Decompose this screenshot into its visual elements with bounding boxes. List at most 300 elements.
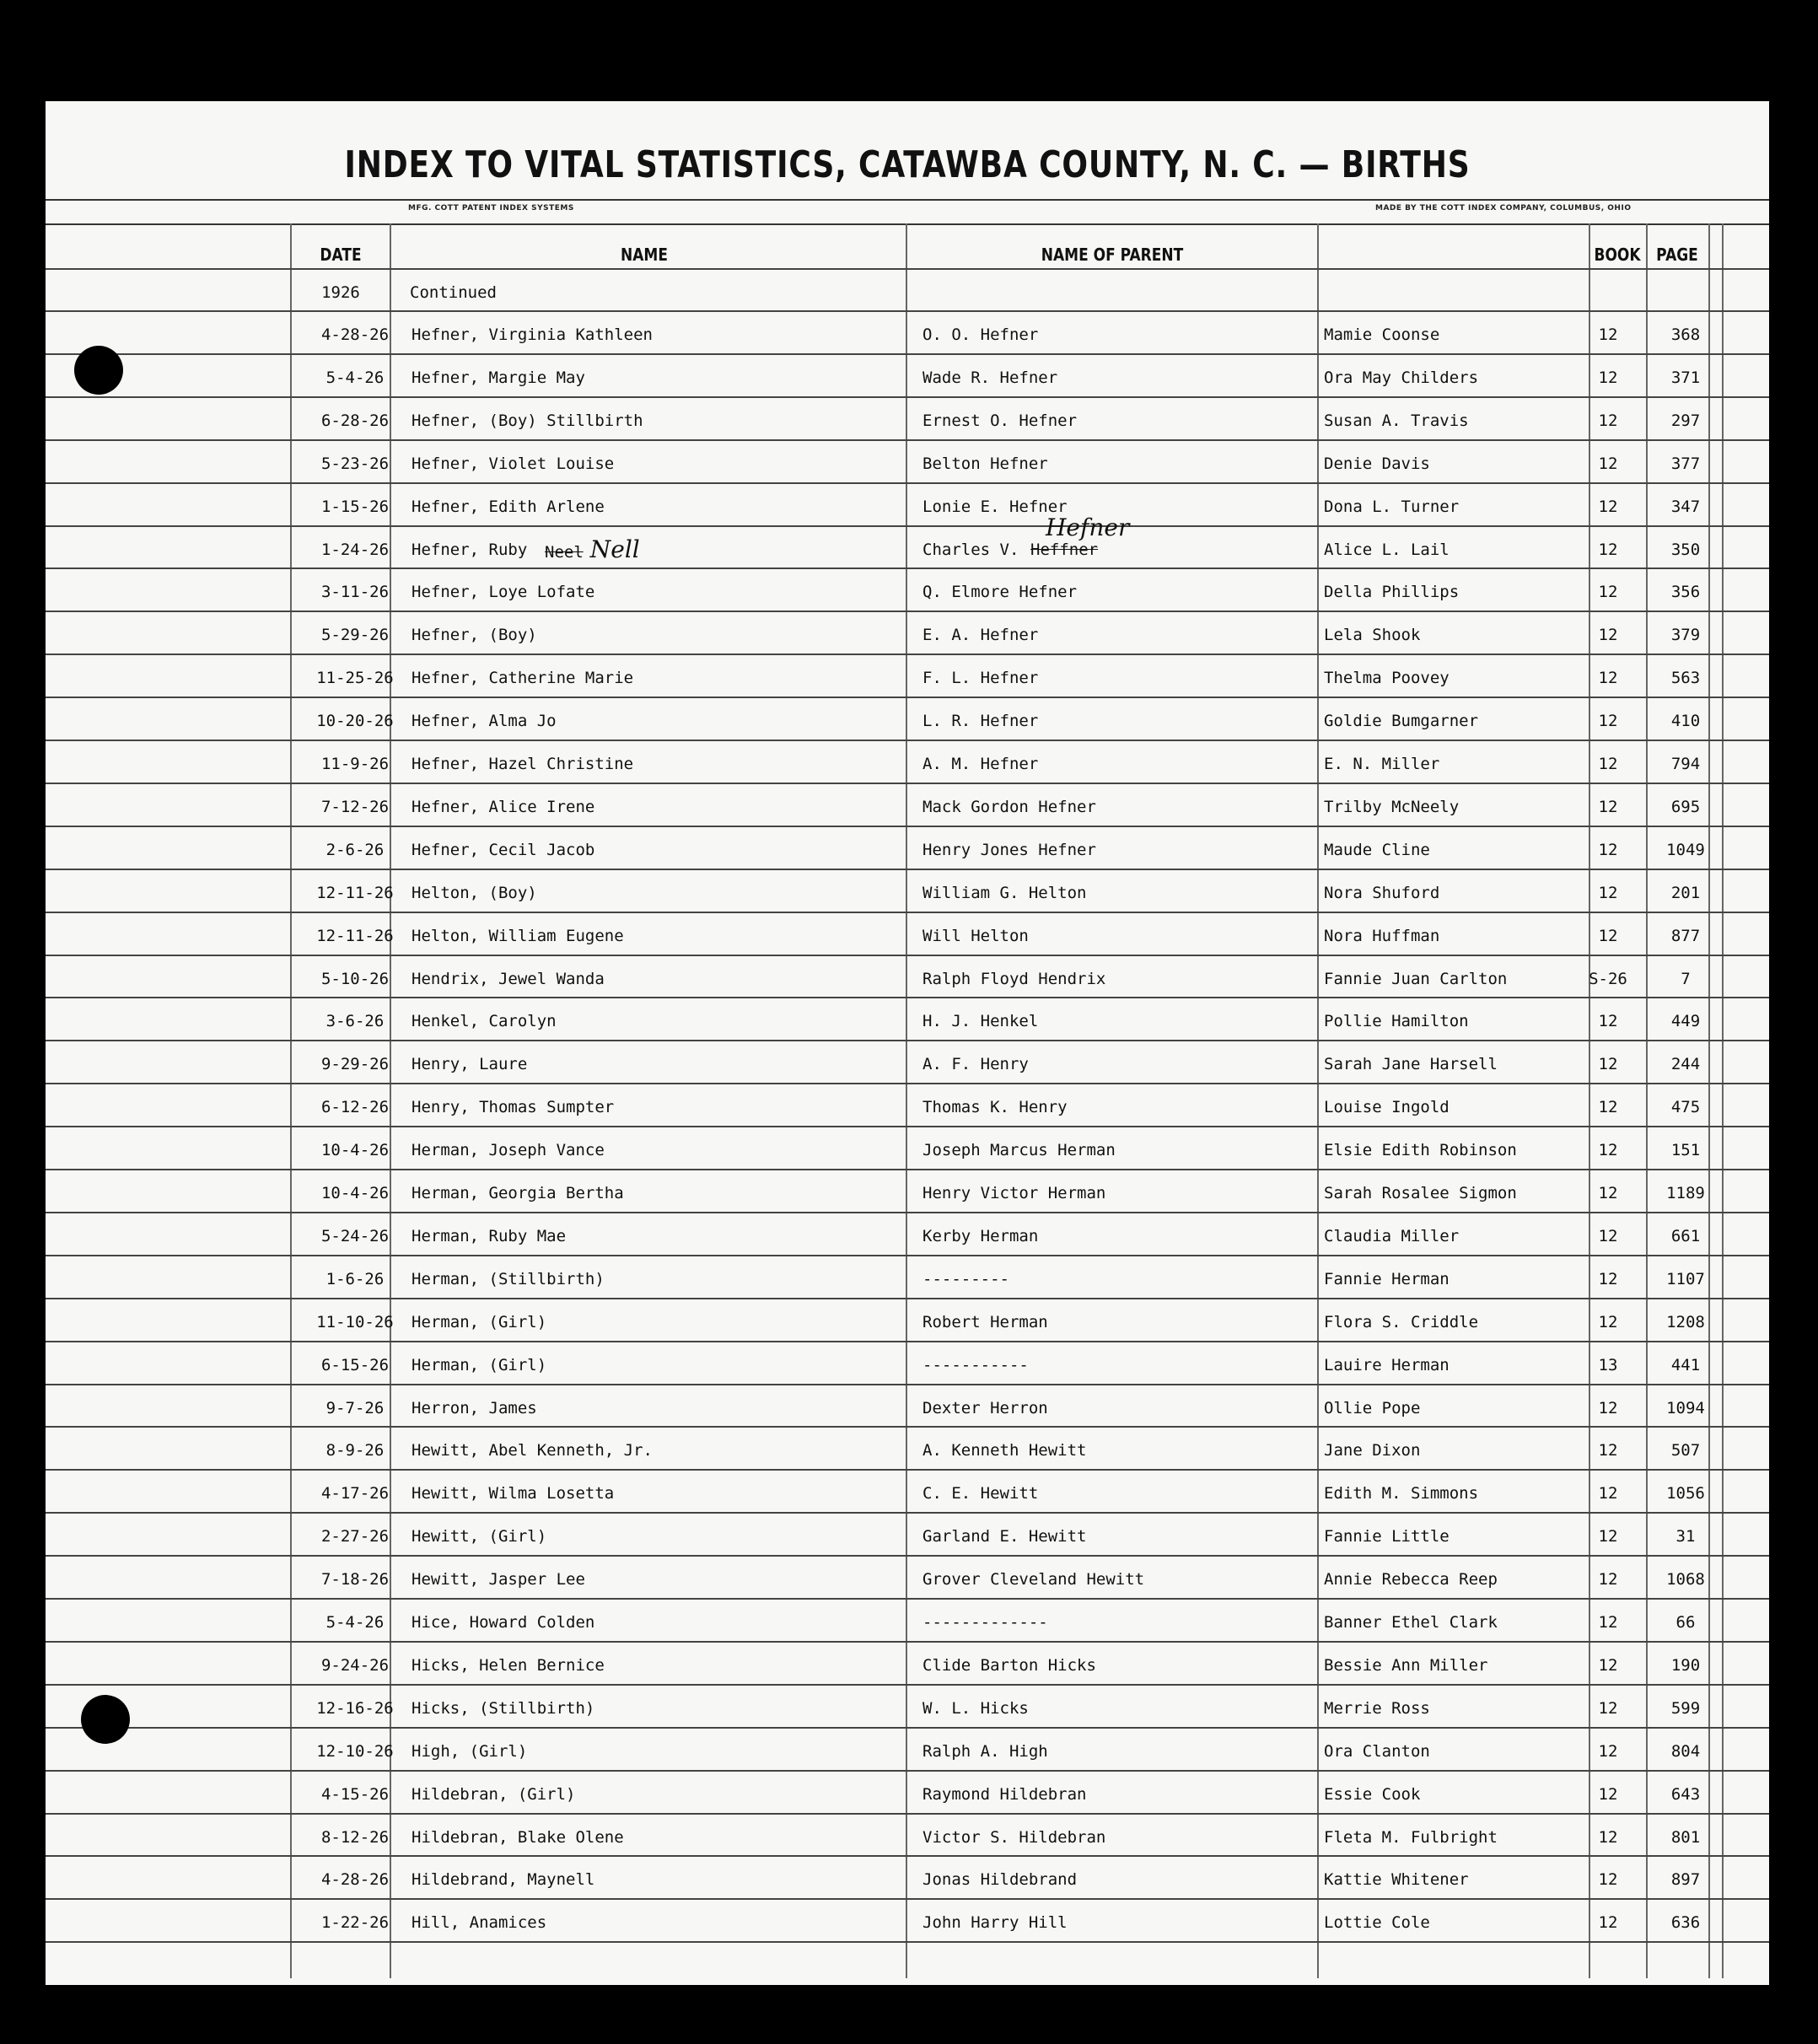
row-date: 10-4-26 — [320, 1184, 390, 1202]
row-rule — [46, 1684, 1769, 1686]
table-row — [46, 1344, 1769, 1386]
row-rule — [46, 1727, 1769, 1729]
row-book: 12 — [1598, 1484, 1618, 1503]
row-date: 5-10-26 — [320, 969, 390, 988]
row-book: 13 — [1598, 1355, 1618, 1374]
row-date: 7-18-26 — [320, 1570, 390, 1589]
row-mother-name: Goldie Bumgarner — [1324, 712, 1479, 731]
row-child-name: Herman, (Stillbirth) — [411, 1269, 605, 1288]
row-date: 11-10-26 — [316, 1312, 394, 1331]
header-page: PAGE — [1656, 245, 1698, 265]
struck-name: Neel — [545, 542, 584, 562]
row-page: 1068 — [1666, 1570, 1705, 1589]
table-row — [46, 1387, 1769, 1429]
row-rule — [46, 1298, 1769, 1299]
row-father-name: Jonas Hildebrand — [922, 1870, 1078, 1890]
table-row — [46, 657, 1769, 699]
row-page: 563 — [1670, 669, 1701, 688]
row-page: 201 — [1670, 883, 1701, 902]
table-row — [46, 1301, 1769, 1343]
row-father-name: C. E. Hewitt — [922, 1484, 1039, 1503]
row-child-name: Hefner, Alice Irene — [411, 797, 595, 816]
row-book: 12 — [1598, 626, 1618, 645]
row-date: 5-4-26 — [325, 368, 385, 387]
row-date: 9-7-26 — [325, 1398, 385, 1417]
row-rule — [46, 1855, 1769, 1857]
row-father-name: Raymond Hildebran — [922, 1784, 1087, 1804]
row-date: 6-15-26 — [320, 1355, 390, 1374]
row-father-name: John Harry Hill — [922, 1913, 1068, 1933]
row-book: 12 — [1598, 454, 1618, 473]
row-child-name: Hefner, Alma Jo — [411, 712, 557, 731]
row-date: 10-4-26 — [320, 1141, 390, 1160]
table-row — [46, 314, 1769, 356]
row-father-name: Henry Jones Hefner — [922, 840, 1096, 859]
row-child-name: Hefner, Virginia Kathleen — [411, 325, 653, 344]
row-father-name: Dexter Herron — [922, 1398, 1048, 1417]
row-date: 8-12-26 — [320, 1827, 390, 1847]
row-date: 1-24-26 — [320, 540, 390, 559]
row-rule — [46, 783, 1769, 784]
row-mother-name: Sarah Rosalee Sigmon — [1324, 1184, 1517, 1202]
row-rule — [46, 439, 1769, 441]
row-book: 12 — [1598, 1570, 1618, 1589]
row-date: 3-11-26 — [320, 583, 390, 602]
handwritten-correction: Nell — [589, 535, 640, 563]
row-book: 12 — [1598, 1741, 1618, 1761]
table-row — [46, 1730, 1769, 1772]
row-date: 10-20-26 — [316, 712, 394, 731]
table-row — [46, 1601, 1769, 1643]
row-rule — [46, 1384, 1769, 1385]
name-correction — [535, 535, 640, 563]
row-child-name: Hicks, Helen Bernice — [411, 1655, 605, 1675]
row-mother-name: Denie Davis — [1324, 454, 1430, 473]
row-date: 9-24-26 — [320, 1655, 390, 1675]
header-rule — [46, 223, 1769, 225]
row-mother-name: Nora Huffman — [1324, 926, 1440, 945]
row-book: 12 — [1598, 497, 1618, 516]
row-father-name: Kerby Herman — [922, 1226, 1039, 1245]
row-date: 1-15-26 — [320, 497, 390, 516]
row-book: 12 — [1598, 712, 1618, 731]
row-father-name: Robert Herman — [922, 1312, 1048, 1331]
row-rule — [46, 1598, 1769, 1600]
row-rule — [46, 955, 1769, 956]
row-mother-name: Fleta M. Fulbright — [1324, 1827, 1498, 1847]
row-mother-name: Edith M. Simmons — [1324, 1484, 1479, 1503]
row-child-name: Hefner, Ruby — [411, 540, 528, 559]
row-book: 12 — [1598, 1441, 1618, 1460]
row-mother-name: Trilby McNeely — [1324, 797, 1460, 816]
row-rule — [46, 697, 1769, 698]
row-book: 12 — [1598, 1698, 1618, 1718]
row-book: 12 — [1598, 1098, 1618, 1117]
row-book: 12 — [1598, 669, 1618, 688]
table-row — [46, 743, 1769, 785]
section-year: 1926 — [321, 283, 360, 302]
row-date: 1-6-26 — [325, 1269, 385, 1288]
row-father-name: Henry Victor Herman — [922, 1184, 1106, 1202]
row-book: 12 — [1598, 1613, 1618, 1632]
row-mother-name: Elsie Edith Robinson — [1324, 1141, 1517, 1160]
row-page: 31 — [1675, 1527, 1696, 1546]
row-child-name: Hice, Howard Colden — [411, 1613, 595, 1632]
row-book: 12 — [1598, 1226, 1618, 1245]
row-father-name: W. L. Hicks — [922, 1698, 1029, 1718]
row-mother-name: Fannie Little — [1324, 1527, 1450, 1546]
row-page: 410 — [1670, 712, 1701, 731]
row-mother-name: Maude Cline — [1324, 840, 1430, 859]
table-row — [46, 1901, 1769, 1944]
header-name: NAME — [621, 245, 668, 265]
header-date: DATE — [320, 245, 362, 265]
row-page: 1208 — [1666, 1312, 1705, 1331]
imprint-right: MADE BY THE COTT INDEX COMPANY, COLUMBUS, OHIO — [1375, 204, 1632, 212]
table-row — [46, 1429, 1769, 1471]
row-father-name: Joseph Marcus Herman — [922, 1141, 1116, 1160]
row-child-name: Hefner, (Boy) — [411, 626, 537, 645]
top-rule — [46, 199, 1769, 201]
row-mother-name: E. N. Miller — [1324, 755, 1440, 773]
header-parent: NAME OF PARENT — [1041, 245, 1184, 265]
table-row — [46, 915, 1769, 957]
row-page: 347 — [1670, 497, 1701, 516]
row-page: 897 — [1670, 1870, 1701, 1890]
row-child-name: Hewitt, Wilma Losetta — [411, 1484, 615, 1503]
row-page: 636 — [1670, 1913, 1701, 1933]
table-row — [46, 786, 1769, 828]
row-child-name: Hefner, Loye Lofate — [411, 583, 595, 602]
row-book: 12 — [1598, 1870, 1618, 1890]
row-book: 12 — [1598, 1312, 1618, 1331]
row-page: 356 — [1670, 583, 1701, 602]
table-row — [46, 1515, 1769, 1557]
table-row — [46, 1086, 1769, 1128]
row-father-name: Wade R. Hefner — [922, 368, 1058, 387]
row-child-name: Helton, (Boy) — [411, 883, 537, 902]
row-father-name: Ernest O. Hefner — [922, 411, 1078, 430]
row-page: 350 — [1670, 540, 1701, 559]
row-mother-name: Lottie Cole — [1324, 1913, 1430, 1933]
row-page: 377 — [1670, 454, 1701, 473]
row-child-name: Helton, William Eugene — [411, 926, 624, 945]
row-date: 6-28-26 — [320, 411, 390, 430]
row-father-name: ----------- — [922, 1355, 1029, 1374]
row-rule — [46, 1083, 1769, 1084]
row-rule — [46, 310, 1769, 312]
row-page: 244 — [1670, 1055, 1701, 1074]
row-date: 1-22-26 — [320, 1913, 390, 1933]
table-row — [46, 958, 1769, 1000]
table-row — [46, 1687, 1769, 1729]
table-row — [46, 513, 1769, 571]
row-date: 12-11-26 — [316, 883, 394, 902]
row-mother-name: Dona L. Turner — [1324, 497, 1460, 516]
row-date: 12-10-26 — [316, 1741, 394, 1761]
row-book: 12 — [1598, 1827, 1618, 1847]
row-mother-name: Nora Shuford — [1324, 883, 1440, 902]
row-mother-name: Sarah Jane Harsell — [1324, 1055, 1498, 1074]
row-page: 643 — [1670, 1784, 1701, 1804]
row-page: 190 — [1670, 1655, 1701, 1675]
row-child-name: Herman, Ruby Mae — [411, 1226, 567, 1245]
table-row — [46, 1172, 1769, 1214]
row-rule — [46, 1555, 1769, 1557]
row-rule — [46, 1255, 1769, 1256]
row-child-name: Henry, Laure — [411, 1055, 528, 1074]
row-child-name: Hefner, Edith Arlene — [411, 497, 605, 516]
row-date: 4-28-26 — [320, 325, 390, 344]
row-page: 368 — [1670, 325, 1701, 344]
row-rule — [46, 740, 1769, 741]
row-date: 2-6-26 — [325, 840, 385, 859]
row-rule — [46, 997, 1769, 998]
row-mother-name: Louise Ingold — [1324, 1098, 1450, 1117]
row-date: 12-16-26 — [316, 1698, 394, 1718]
table-row — [46, 1043, 1769, 1085]
row-father-name: Charles V. — [922, 540, 1019, 559]
row-rule — [46, 1126, 1769, 1127]
row-rule — [46, 1770, 1769, 1772]
row-book: 12 — [1598, 755, 1618, 773]
table-row — [46, 1215, 1769, 1257]
row-mother-name: Essie Cook — [1324, 1784, 1421, 1804]
row-rule — [46, 1212, 1769, 1213]
header-bottom-rule — [46, 268, 1769, 270]
row-book: 12 — [1598, 1527, 1618, 1546]
row-page: 297 — [1670, 411, 1701, 430]
row-date: 5-23-26 — [320, 454, 390, 473]
punch-hole — [74, 346, 123, 395]
table-row — [46, 443, 1769, 485]
row-child-name: Hewitt, Jasper Lee — [411, 1570, 585, 1589]
row-page: 794 — [1670, 755, 1701, 773]
row-mother-name: Lauire Herman — [1324, 1355, 1450, 1374]
row-mother-name: Kattie Whitener — [1324, 1870, 1469, 1890]
row-page: 661 — [1670, 1226, 1701, 1245]
row-date: 4-17-26 — [320, 1484, 390, 1503]
header-book: BOOK — [1594, 245, 1641, 265]
row-rule — [46, 1898, 1769, 1900]
row-child-name: Herman, (Girl) — [411, 1312, 547, 1331]
row-rule — [46, 1169, 1769, 1170]
row-book: 12 — [1598, 325, 1618, 344]
row-date: 5-29-26 — [320, 626, 390, 645]
row-father-name: Will Helton — [922, 926, 1029, 945]
row-book: 12 — [1598, 540, 1618, 559]
row-page: 1049 — [1666, 840, 1705, 859]
handwritten-correction: Hefner — [1046, 513, 1130, 541]
row-father-name: E. A. Hefner — [922, 626, 1039, 645]
row-mother-name: Merrie Ross — [1324, 1698, 1430, 1718]
punch-hole — [81, 1695, 130, 1744]
row-page: 66 — [1675, 1613, 1696, 1632]
row-mother-name: Susan A. Travis — [1324, 411, 1469, 430]
row-mother-name: Bessie Ann Miller — [1324, 1655, 1488, 1675]
page-title: INDEX TO VITAL STATISTICS, CATAWBA COUNTY, N. C. — BIRTHS — [344, 143, 1471, 186]
table-row — [46, 400, 1769, 442]
row-father-name: A. F. Henry — [922, 1055, 1029, 1074]
row-page: 151 — [1670, 1141, 1701, 1160]
row-page: 371 — [1670, 368, 1701, 387]
row-mother-name: Ora May Childers — [1324, 368, 1479, 387]
row-date: 11-25-26 — [316, 669, 394, 688]
row-child-name: Hewitt, Abel Kenneth, Jr. — [411, 1441, 653, 1460]
row-child-name: Hefner, Cecil Jacob — [411, 840, 595, 859]
row-book: 12 — [1598, 840, 1618, 859]
row-book: 12 — [1598, 1141, 1618, 1160]
row-rule — [46, 611, 1769, 612]
row-date: 5-24-26 — [320, 1226, 390, 1245]
row-father-name: A. Kenneth Hewitt — [922, 1441, 1087, 1460]
row-father-name: F. L. Hefner — [922, 669, 1039, 688]
row-book: 12 — [1598, 883, 1618, 902]
row-mother-name: Annie Rebecca Reep — [1324, 1570, 1498, 1589]
row-mother-name: Claudia Miller — [1324, 1226, 1460, 1245]
table-row — [46, 1258, 1769, 1300]
row-father-name: Ralph Floyd Hendrix — [922, 969, 1106, 988]
table-row — [46, 1816, 1769, 1858]
row-rule — [46, 1941, 1769, 1943]
row-rule — [46, 654, 1769, 655]
row-book: 12 — [1598, 1184, 1618, 1202]
row-child-name: Hendrix, Jewel Wanda — [411, 969, 605, 988]
row-mother-name: Banner Ethel Clark — [1324, 1613, 1498, 1632]
row-page: 877 — [1670, 926, 1701, 945]
row-page: 1189 — [1666, 1184, 1705, 1202]
row-page: 804 — [1670, 1741, 1701, 1761]
row-rule — [46, 525, 1769, 527]
section-label: Continued — [410, 283, 497, 302]
table-row — [46, 700, 1769, 742]
row-father-name: O. O. Hefner — [922, 325, 1039, 344]
row-child-name: Hefner, Hazel Christine — [411, 755, 634, 773]
row-mother-name: Lela Shook — [1324, 626, 1421, 645]
table-row — [46, 872, 1769, 914]
row-date: 12-11-26 — [316, 926, 394, 945]
table-row — [46, 357, 1769, 399]
row-child-name: Hildebrand, Maynell — [411, 1870, 595, 1890]
row-page: 599 — [1670, 1698, 1701, 1718]
row-page: 475 — [1670, 1098, 1701, 1117]
row-child-name: Hill, Anamices — [411, 1913, 547, 1933]
row-mother-name: Jane Dixon — [1324, 1441, 1421, 1460]
row-father-name: Garland E. Hewitt — [922, 1527, 1087, 1546]
row-book: 12 — [1598, 411, 1618, 430]
table-row — [46, 614, 1769, 656]
row-father-name: Victor S. Hildebran — [922, 1827, 1106, 1847]
table-row — [46, 571, 1769, 613]
row-rule — [46, 912, 1769, 913]
row-rule — [46, 1512, 1769, 1514]
row-rule — [46, 1813, 1769, 1815]
row-father-name: ------------- — [922, 1613, 1048, 1632]
row-book: 12 — [1598, 1055, 1618, 1074]
row-mother-name: Della Phillips — [1324, 583, 1460, 602]
row-child-name: Herron, James — [411, 1398, 537, 1417]
row-mother-name: Mamie Coonse — [1324, 325, 1440, 344]
row-father-name: Lonie E. Hefner — [922, 497, 1068, 516]
row-date: 3-6-26 — [325, 1012, 385, 1031]
row-child-name: Hefner, Margie May — [411, 368, 585, 387]
row-rule — [46, 1641, 1769, 1643]
row-page: 1107 — [1666, 1269, 1705, 1288]
section-row — [46, 272, 1769, 314]
row-date: 7-12-26 — [320, 797, 390, 816]
table-row — [46, 1644, 1769, 1686]
row-book: 12 — [1598, 797, 1618, 816]
record-page — [46, 101, 1769, 1985]
row-date: 4-15-26 — [320, 1784, 390, 1804]
row-father-name: Clide Barton Hicks — [922, 1655, 1096, 1675]
row-page: 441 — [1670, 1355, 1701, 1374]
row-mother-name: Pollie Hamilton — [1324, 1012, 1469, 1031]
row-child-name: Hildebran, Blake Olene — [411, 1827, 624, 1847]
row-father-name: A. M. Hefner — [922, 755, 1039, 773]
row-book: 12 — [1598, 583, 1618, 602]
table-row — [46, 1558, 1769, 1600]
row-book: 12 — [1598, 1655, 1618, 1675]
row-page: 507 — [1670, 1441, 1701, 1460]
row-rule — [46, 869, 1769, 870]
row-father-name: Ralph A. High — [922, 1741, 1048, 1761]
row-rule — [46, 353, 1769, 355]
row-child-name: Hefner, Violet Louise — [411, 454, 615, 473]
row-father-name: L. R. Hefner — [922, 712, 1039, 731]
row-rule — [46, 1469, 1769, 1471]
row-father-name: William G. Helton — [922, 883, 1087, 902]
row-book: 12 — [1598, 1398, 1618, 1417]
row-father-name: Belton Hefner — [922, 454, 1048, 473]
table-row — [46, 486, 1769, 528]
row-child-name: Herman, (Girl) — [411, 1355, 547, 1374]
row-book: 12 — [1598, 1913, 1618, 1933]
row-mother-name: Ollie Pope — [1324, 1398, 1421, 1417]
row-page: 1056 — [1666, 1484, 1705, 1503]
row-date: 6-12-26 — [320, 1098, 390, 1117]
table-row — [46, 1129, 1769, 1171]
row-page: 1094 — [1666, 1398, 1705, 1417]
row-child-name: Hefner, (Boy) Stillbirth — [411, 411, 643, 430]
struck-surname: Heffner — [1030, 540, 1099, 559]
row-father-name: H. J. Henkel — [922, 1012, 1039, 1031]
row-child-name: Herman, Georgia Bertha — [411, 1184, 624, 1202]
row-rule — [46, 1040, 1769, 1041]
row-page: 7 — [1681, 969, 1691, 988]
row-date: 8-9-26 — [325, 1441, 385, 1460]
row-page: 379 — [1670, 626, 1701, 645]
row-page: 801 — [1670, 1827, 1701, 1847]
row-rule — [46, 826, 1769, 827]
row-mother-name: Ora Clanton — [1324, 1741, 1430, 1761]
row-page: 695 — [1670, 797, 1701, 816]
row-child-name: Henkel, Carolyn — [411, 1012, 557, 1031]
row-date: 9-29-26 — [320, 1055, 390, 1074]
row-book: S-26 — [1589, 969, 1627, 988]
imprint-left: MFG. COTT PATENT INDEX SYSTEMS — [408, 204, 574, 212]
row-book: 12 — [1598, 1269, 1618, 1288]
row-rule — [46, 482, 1769, 484]
row-father-name: Q. Elmore Hefner — [922, 583, 1078, 602]
row-mother-name: Fannie Herman — [1324, 1269, 1450, 1288]
row-father-name: --------- — [922, 1269, 1009, 1288]
row-mother-name: Fannie Juan Carlton — [1324, 969, 1508, 988]
row-date: 5-4-26 — [325, 1613, 385, 1632]
table-row — [46, 1000, 1769, 1042]
row-rule — [46, 396, 1769, 398]
row-date: 2-27-26 — [320, 1527, 390, 1546]
